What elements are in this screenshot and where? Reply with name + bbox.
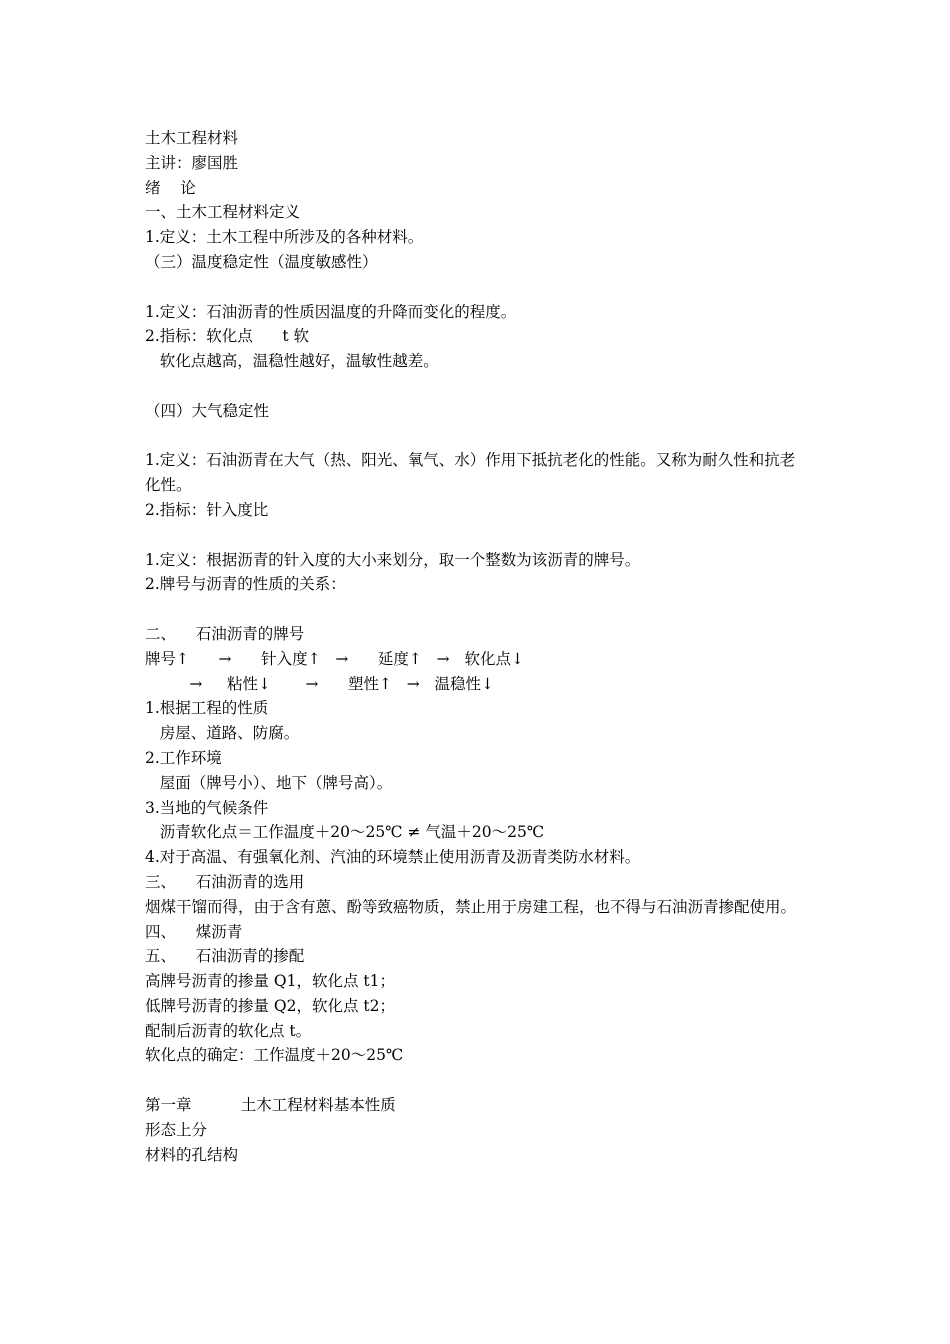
grade-arrow-line-1: 牌号↑ → 针入度↑ → 延度↑ → 软化点↓ <box>145 649 524 668</box>
atmospheric-stability-index: 2.指标：针入度比 <box>145 500 269 519</box>
selection-criterion-1: 1.根据工程的性质 <box>145 699 269 718</box>
blank-line <box>145 523 810 548</box>
temperature-stability-index: 2.指标：软化点 t 软 <box>145 327 310 346</box>
document-title: 土木工程材料 <box>145 129 239 147</box>
blank-line <box>145 374 810 399</box>
blend-line-4: 软化点的确定：工作温度＋20～25℃ <box>145 1046 404 1065</box>
grade-arrow-line-2: → 粘性↓ → 塑性↑ → 温稳性↓ <box>145 674 495 693</box>
document-body <box>145 126 810 1167</box>
section-5-heading: 五、 石油沥青的掺配 <box>145 947 305 966</box>
pore-structure-line: 材料的孔结构 <box>145 1145 239 1164</box>
section-4-heading: 四、 煤沥青 <box>145 922 243 941</box>
blank-line <box>145 424 810 449</box>
grade-definition: 1.定义：根据沥青的针入度的大小来划分，取一个整数为该沥青的牌号。 <box>145 550 641 569</box>
section-3-heading: 三、 石油沥青的选用 <box>145 872 305 891</box>
intro-heading: 绪 论 <box>145 178 196 197</box>
blend-line-2: 低牌号沥青的掺量 Q2，软化点 t2； <box>145 996 396 1015</box>
selection-criterion-1-detail: 房屋、道路、防腐。 <box>145 724 300 743</box>
blend-line-3: 配制后沥青的软化点 t。 <box>145 1021 312 1040</box>
selection-criterion-3: 3.当地的气候条件 <box>145 798 269 817</box>
blank-line <box>145 275 810 300</box>
chapter-1-heading: 第一章 土木工程材料基本性质 <box>145 1096 396 1115</box>
temperature-stability-definition: 1.定义：石油沥青的性质因温度的升降而变化的程度。 <box>145 302 517 321</box>
lecturer-line: 主讲：廖国胜 <box>145 153 239 172</box>
selection-criterion-2: 2.工作环境 <box>145 748 222 767</box>
grade-relation: 2.牌号与沥青的性质的关系： <box>145 575 346 594</box>
blank-line <box>145 597 810 622</box>
section-1-definition: 1.定义：土木工程中所涉及的各种材料。 <box>145 228 424 247</box>
coal-tar-note: 烟煤干馏而得，由于含有蒽、酚等致癌物质，禁止用于房建工程，也不得与石油沥青掺配使用。 <box>145 897 797 916</box>
temperature-stability-note: 软化点越高，温稳性越好，温敏性越差。 <box>145 352 439 371</box>
section-2-heading: 二、 石油沥青的牌号 <box>145 624 305 643</box>
selection-criterion-3-detail: 沥青软化点＝工作温度＋20～25℃ ≠ 气温＋20～25℃ <box>145 823 545 842</box>
selection-criterion-4: 4.对于高温、有强氧化剂、汽油的环境禁止使用沥青及沥青类防水材料。 <box>145 848 641 867</box>
selection-criterion-2-detail: 屋面（牌号小）、地下（牌号高）。 <box>145 773 393 792</box>
atmospheric-stability-heading: （四）大气稳定性 <box>145 401 270 420</box>
temperature-stability-heading: （三）温度稳定性（温度敏感性） <box>145 252 378 271</box>
section-1-heading: 一、土木工程材料定义 <box>145 203 301 222</box>
morphology-line: 形态上分 <box>145 1120 208 1139</box>
blend-line-1: 高牌号沥青的掺量 Q1，软化点 t1； <box>145 972 396 991</box>
atmospheric-stability-definition: 1.定义：石油沥青在大气（热、阳光、氧气、水）作用下抵抗老化的性能。又称为耐久性和抗老化性。 <box>145 451 796 495</box>
blank-line <box>145 1068 810 1093</box>
